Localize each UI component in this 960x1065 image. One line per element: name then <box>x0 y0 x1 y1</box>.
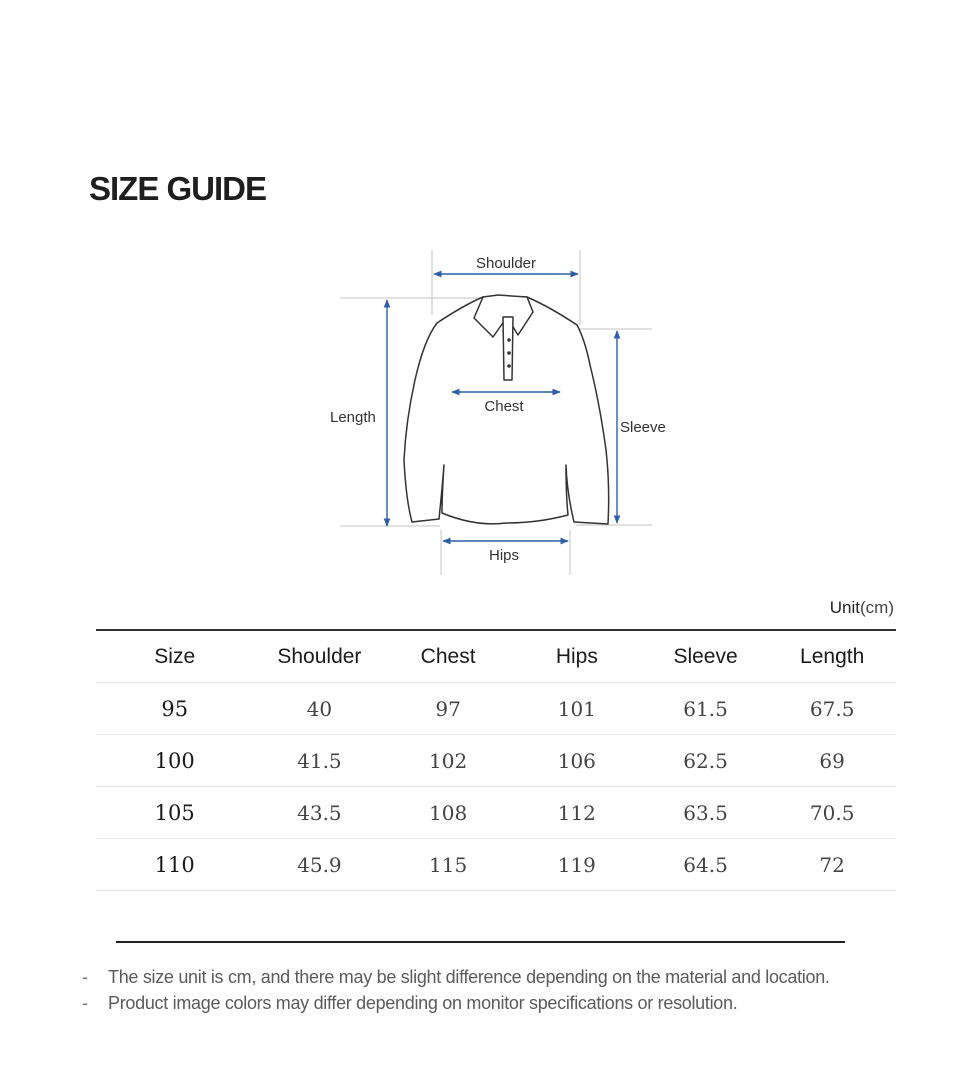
unit-value: (cm) <box>860 598 894 617</box>
header-hips: Hips <box>511 631 643 683</box>
cell-sleeve: 61.5 <box>643 683 769 735</box>
unit-label: Unit <box>829 598 861 617</box>
cell-hips: 106 <box>511 735 643 787</box>
shirt-illustration <box>320 245 680 585</box>
header-shoulder: Shoulder <box>253 631 385 683</box>
cell-size: 110 <box>96 839 253 891</box>
cell-hips: 112 <box>511 787 643 839</box>
length-label: Length <box>330 409 376 426</box>
cell-length: 69 <box>768 735 896 787</box>
cell-sleeve: 62.5 <box>643 735 769 787</box>
hips-label: Hips <box>488 547 520 564</box>
sleeve-label: Sleeve <box>620 419 666 436</box>
size-table-container <box>96 631 896 891</box>
table-row <box>96 787 896 839</box>
cell-size: 95 <box>96 683 253 735</box>
table-bottom-rule <box>116 941 845 943</box>
cell-sleeve: 64.5 <box>643 839 769 891</box>
cell-chest: 115 <box>385 839 511 891</box>
header-chest: Chest <box>385 631 511 683</box>
chest-label: Chest <box>484 398 524 415</box>
cell-hips: 101 <box>511 683 643 735</box>
cell-shoulder: 43.5 <box>253 787 385 839</box>
note-item <box>82 964 830 990</box>
note-text: The size unit is cm, and there may be slight difference depending on the material and location. <box>108 967 830 987</box>
shoulder-label: Shoulder <box>475 255 537 272</box>
size-table <box>96 631 896 891</box>
cell-chest: 102 <box>385 735 511 787</box>
cell-length: 72 <box>768 839 896 891</box>
header-size: Size <box>96 631 253 683</box>
table-row <box>96 683 896 735</box>
cell-length: 67.5 <box>768 683 896 735</box>
unit-indicator <box>830 598 894 618</box>
note-marker: - <box>82 993 88 1013</box>
header-length: Length <box>768 631 896 683</box>
note-marker: - <box>82 967 88 987</box>
cell-size: 105 <box>96 787 253 839</box>
table-row <box>96 839 896 891</box>
cell-shoulder: 45.9 <box>253 839 385 891</box>
cell-size: 100 <box>96 735 253 787</box>
cell-chest: 108 <box>385 787 511 839</box>
cell-chest: 97 <box>385 683 511 735</box>
table-row <box>96 735 896 787</box>
cell-length: 70.5 <box>768 787 896 839</box>
page-title: SIZE GUIDE <box>89 170 267 207</box>
cell-shoulder: 40 <box>253 683 385 735</box>
cell-hips: 119 <box>511 839 643 891</box>
cell-sleeve: 63.5 <box>643 787 769 839</box>
note-text: Product image colors may differ depending on monitor specifications or resolution. <box>108 993 738 1013</box>
table-header-row <box>96 631 896 683</box>
header-sleeve: Sleeve <box>643 631 769 683</box>
note-item <box>82 990 830 1016</box>
shirt-measurement-diagram <box>320 245 680 585</box>
cell-shoulder: 41.5 <box>253 735 385 787</box>
notes-list <box>82 964 830 1016</box>
